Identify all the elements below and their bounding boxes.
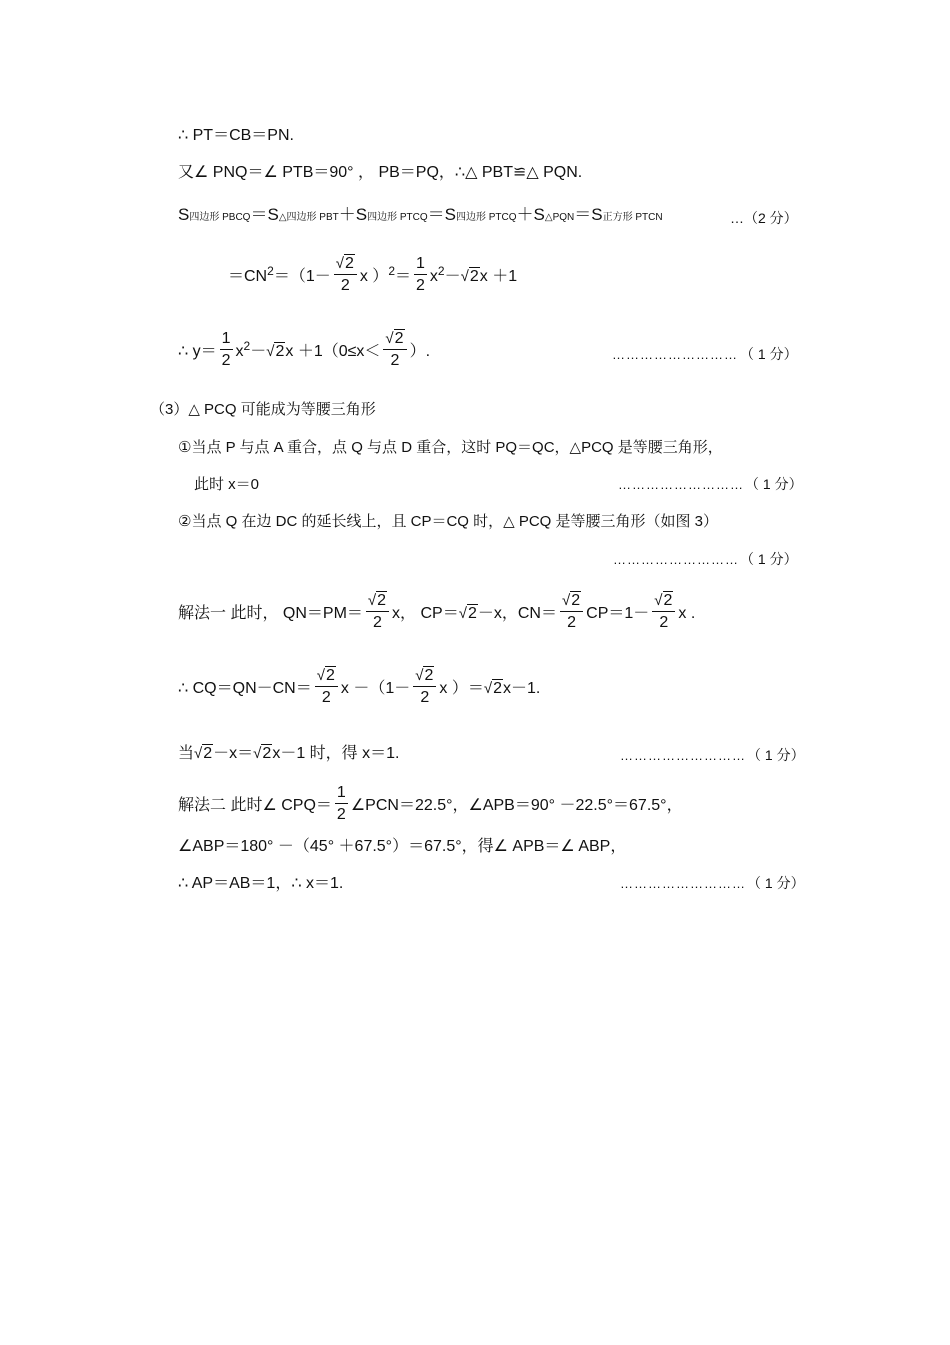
superscript: 2 (388, 263, 395, 278)
text: ∴ y＝ (178, 343, 217, 361)
denominator: 2 (373, 614, 382, 631)
superscript: 2 (243, 338, 251, 353)
text: x ） (359, 268, 389, 286)
text: ＝ (395, 268, 412, 286)
sqrt-icon: √ (415, 667, 424, 684)
sqrt-icon: √ (194, 745, 203, 762)
sqrt-icon: √ (253, 745, 262, 762)
leader-dots: ……………………… (618, 477, 744, 492)
line-congruent-triangles: 又∠ PNQ＝∠ PTB＝90° ， PB＝PQ，∴△ PBT≌△ PQN. (178, 164, 583, 181)
radicand: 2 (394, 330, 404, 347)
sqrt (194, 746, 213, 762)
line-y-function (178, 330, 431, 371)
score-1: （ 1 分） (740, 346, 798, 362)
fraction (652, 593, 675, 631)
fraction (414, 256, 427, 294)
radicand: 2 (424, 667, 434, 684)
text: ∴ CQ＝QN－CN＝ (178, 680, 312, 698)
text: x (429, 268, 438, 286)
area-eq: ＝S (427, 205, 456, 224)
radicand: 2 (377, 592, 387, 609)
text: ∠PCN＝22.5°，∠APB＝90° －22.5°＝67.5°， (350, 797, 683, 815)
text: ）. (409, 343, 431, 361)
score-2: …（2 分） (730, 210, 798, 226)
radicand: 2 (663, 592, 673, 609)
radicand: 2 (571, 592, 581, 609)
leader-dots: ……………………… (620, 748, 746, 763)
denominator: 2 (336, 806, 346, 823)
area-subscript: △四边形 PBT (278, 212, 339, 223)
sqrt (461, 269, 480, 285)
text: － (250, 343, 267, 361)
leader-dots: ……………………… (612, 347, 738, 362)
abp-angle-line: ∠ABP＝180° －（45° ＋67.5°）＝67.5°，得∠ APB＝∠ ABP， (178, 838, 627, 855)
sqrt-icon: √ (316, 667, 325, 684)
score-1: （ 1 分） (745, 476, 803, 492)
sqrt-icon: √ (460, 268, 469, 286)
sqrt (253, 746, 272, 762)
text: －x，CN＝ (477, 605, 557, 623)
fraction (220, 331, 233, 369)
denominator: 2 (420, 689, 430, 706)
area-s: S (178, 205, 190, 224)
case-1-line: ①当点 P 与点 A 重合，点 Q 与点 D 重合，这时 PQ＝QC，△PCQ 是等腰三角形， (178, 439, 723, 456)
fraction (335, 785, 348, 823)
superscript: 2 (267, 263, 274, 278)
text: x －（1－ (340, 680, 411, 698)
text: x . (678, 605, 696, 623)
sqrt-icon: √ (266, 343, 275, 361)
score-1: （ 1 分） (747, 747, 805, 763)
sqrt-icon: √ (335, 255, 344, 272)
numerator: 1 (220, 331, 233, 350)
sqrt-icon: √ (654, 592, 663, 609)
sqrt-icon: √ (562, 592, 571, 609)
area-plus: ＋S (516, 205, 545, 224)
line-cn-squared (228, 255, 518, 296)
sqrt (459, 606, 478, 622)
sqrt (484, 681, 503, 697)
part-3-heading: （3）△ PCQ 可能成为等腰三角形 (150, 401, 376, 418)
fraction (413, 668, 436, 706)
leader-dots: ……………………… (613, 552, 739, 567)
text: － (444, 268, 461, 286)
sqrt-icon: √ (458, 605, 467, 623)
radicand: 2 (493, 680, 502, 698)
area-subscript: 四边形 PTCQ (455, 212, 517, 223)
sqrt-icon: √ (483, 680, 493, 698)
numerator: 1 (414, 256, 427, 275)
radicand: 2 (467, 605, 477, 623)
method-1-line (178, 592, 696, 633)
area-eq: ＝S (574, 205, 603, 224)
leader-dots: ……………………… (620, 876, 746, 891)
case-2-line: ②当点 Q 在边 DC 的延长线上，且 CP＝CQ 时，△ PCQ 是等腰三角形（如图 3） (178, 513, 719, 530)
text: CP＝1－ (586, 605, 650, 623)
denominator: 2 (659, 614, 669, 631)
fraction (334, 256, 357, 294)
text: x ）＝ (439, 680, 484, 698)
case-1-x0: 此时 x＝0 (194, 476, 260, 493)
text: x ＋1（0≤x＜ (285, 343, 381, 361)
text: x (235, 343, 244, 361)
line-area-equation (178, 206, 663, 223)
radicand: 2 (344, 255, 354, 272)
fraction (366, 593, 389, 631)
text: ＝（1－ (273, 268, 331, 286)
text: 解法一 此时， QN＝PM＝ (178, 605, 363, 623)
text: x－1. (502, 680, 541, 698)
cq-line (178, 667, 541, 708)
text: x， CP＝ (392, 605, 459, 623)
text: 解法二 此时∠ CPQ＝ (178, 797, 332, 815)
denominator: 2 (321, 689, 331, 706)
fraction (315, 668, 338, 706)
final-x1-line: ∴ AP＝AB＝1，∴ x＝1. (178, 875, 344, 892)
denominator: 2 (567, 614, 577, 631)
radicand: 2 (203, 745, 213, 762)
area-subscript: 正方形 PTCN (602, 212, 663, 223)
text: 当 (178, 745, 195, 762)
line-pt-cb-pn: ∴ PT＝CB＝PN. (178, 127, 294, 144)
area-subscript: 四边形 PTCQ (367, 212, 428, 223)
score-1: （ 1 分） (747, 875, 805, 891)
radicand: 2 (325, 667, 335, 684)
text: x－1 时，得 x＝1. (272, 745, 400, 762)
radicand: 2 (262, 745, 272, 762)
area-subscript: 四边形 PBCQ (189, 212, 251, 223)
radicand: 2 (275, 343, 285, 361)
text: x ＋1 (479, 268, 518, 286)
denominator: 2 (221, 352, 231, 369)
area-subscript: △PQN (544, 212, 575, 223)
denominator: 2 (416, 277, 425, 294)
solve-x-line (178, 746, 399, 762)
radicand: 2 (469, 268, 479, 286)
fraction (383, 331, 406, 369)
denominator: 2 (340, 277, 350, 294)
text: ＝CN (228, 268, 268, 286)
score-1: （ 1 分） (740, 551, 798, 567)
method-2-line (178, 784, 683, 825)
denominator: 2 (390, 352, 400, 369)
sqrt (266, 344, 285, 360)
fraction (560, 593, 583, 631)
area-plus: ＋S (338, 205, 368, 224)
text: －x＝ (213, 745, 254, 762)
sqrt-icon: √ (385, 330, 394, 347)
sqrt-icon: √ (367, 592, 377, 609)
numerator: 1 (335, 785, 348, 804)
area-eq: ＝S (250, 205, 279, 224)
superscript: 2 (437, 263, 445, 278)
